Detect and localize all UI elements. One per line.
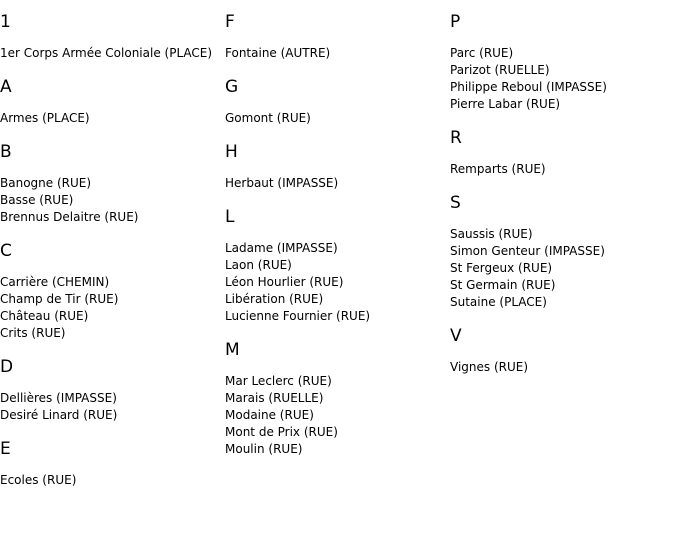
street-link[interactable]: Libération (RUE) [225,292,324,306]
street-link[interactable]: Vignes (RUE) [450,360,529,374]
street-link[interactable]: Philippe Reboul (IMPASSE) [450,80,607,94]
street-list [0,110,225,127]
street-list [225,110,450,127]
section-letter: R [450,128,462,148]
street-link[interactable]: Parizot (RUELLE) [450,63,550,77]
section-letter: A [0,77,12,97]
street-list [225,45,450,62]
street-list [0,175,225,226]
letter-section-b [0,142,225,226]
street-link[interactable]: Fontaine (AUTRE) [225,46,331,60]
street-link[interactable]: Crits (RUE) [0,326,66,340]
street-link[interactable]: Simon Genteur (IMPASSE) [450,244,605,258]
section-letter: S [450,193,461,213]
street-link[interactable]: 1er Corps Armée Coloniale (PLACE) [0,46,213,60]
letter-section-r [450,128,675,178]
street-link[interactable]: Mar Leclerc (RUE) [225,374,332,388]
street-index-column-1 [0,0,225,504]
street-list [450,45,675,113]
section-letter: P [450,12,461,32]
street-link[interactable]: Saussis (RUE) [450,227,533,241]
street-list [0,274,225,342]
letter-section-m [225,340,450,458]
section-letter: L [225,207,235,227]
street-link[interactable]: Ecoles (RUE) [0,473,77,487]
street-link[interactable]: Sutaine (PLACE) [450,295,547,309]
section-letter: G [225,77,239,97]
street-link[interactable]: Champ de Tir (RUE) [0,292,119,306]
street-link[interactable]: Modaine (RUE) [225,408,314,422]
section-letter: E [0,439,11,459]
street-link[interactable]: Herbaut (IMPASSE) [225,176,339,190]
letter-section-e [0,439,225,489]
letter-section-v [450,326,675,376]
letter-section-1 [0,12,225,62]
street-list [450,226,675,311]
street-link[interactable]: Moulin (RUE) [225,442,303,456]
street-link[interactable]: Brennus Delaitre (RUE) [0,210,139,224]
street-list [225,373,450,458]
letter-section-f [225,12,450,62]
street-link[interactable]: Basse (RUE) [0,193,74,207]
street-list [450,161,675,178]
letter-section-c [0,241,225,342]
street-link[interactable]: Léon Hourlier (RUE) [225,275,344,289]
street-link[interactable]: Lucienne Fournier (RUE) [225,309,371,323]
street-list [0,472,225,489]
section-letter: B [0,142,12,162]
street-link[interactable]: Marais (RUELLE) [225,391,324,405]
street-link[interactable]: Armes (PLACE) [0,111,90,125]
street-list [225,240,450,325]
street-link[interactable]: Mont de Prix (RUE) [225,425,338,439]
letter-section-p [450,12,675,113]
street-link[interactable]: Carrière (CHEMIN) [0,275,110,289]
letter-section-l [225,207,450,325]
section-letter: V [450,326,462,346]
letter-section-g [225,77,450,127]
letter-section-a [0,77,225,127]
street-link[interactable]: Remparts (RUE) [450,162,546,176]
street-index-column-3 [450,0,675,391]
street-link[interactable]: Gomont (RUE) [225,111,311,125]
section-letter: D [0,357,14,377]
section-letter: F [225,12,235,32]
letter-section-h [225,142,450,192]
street-link[interactable]: Laon (RUE) [225,258,292,272]
section-letter: 1 [0,12,11,32]
street-link[interactable]: Desiré Linard (RUE) [0,408,118,422]
section-letter: M [225,340,240,360]
letter-section-s [450,193,675,311]
street-list [0,45,225,62]
street-link[interactable]: Dellières (IMPASSE) [0,391,117,405]
street-link[interactable]: St Fergeux (RUE) [450,261,553,275]
section-letter: C [0,241,12,261]
letter-section-d [0,357,225,424]
street-link[interactable]: Pierre Labar (RUE) [450,97,561,111]
street-link[interactable]: Banogne (RUE) [0,176,92,190]
street-index-column-2 [225,0,450,473]
section-letter: H [225,142,238,162]
street-link[interactable]: St Germain (RUE) [450,278,556,292]
street-link[interactable]: Parc (RUE) [450,46,514,60]
street-list [225,175,450,192]
street-link[interactable]: Ladame (IMPASSE) [225,241,338,255]
street-list [0,390,225,424]
street-link[interactable]: Château (RUE) [0,309,89,323]
street-list [450,359,675,376]
